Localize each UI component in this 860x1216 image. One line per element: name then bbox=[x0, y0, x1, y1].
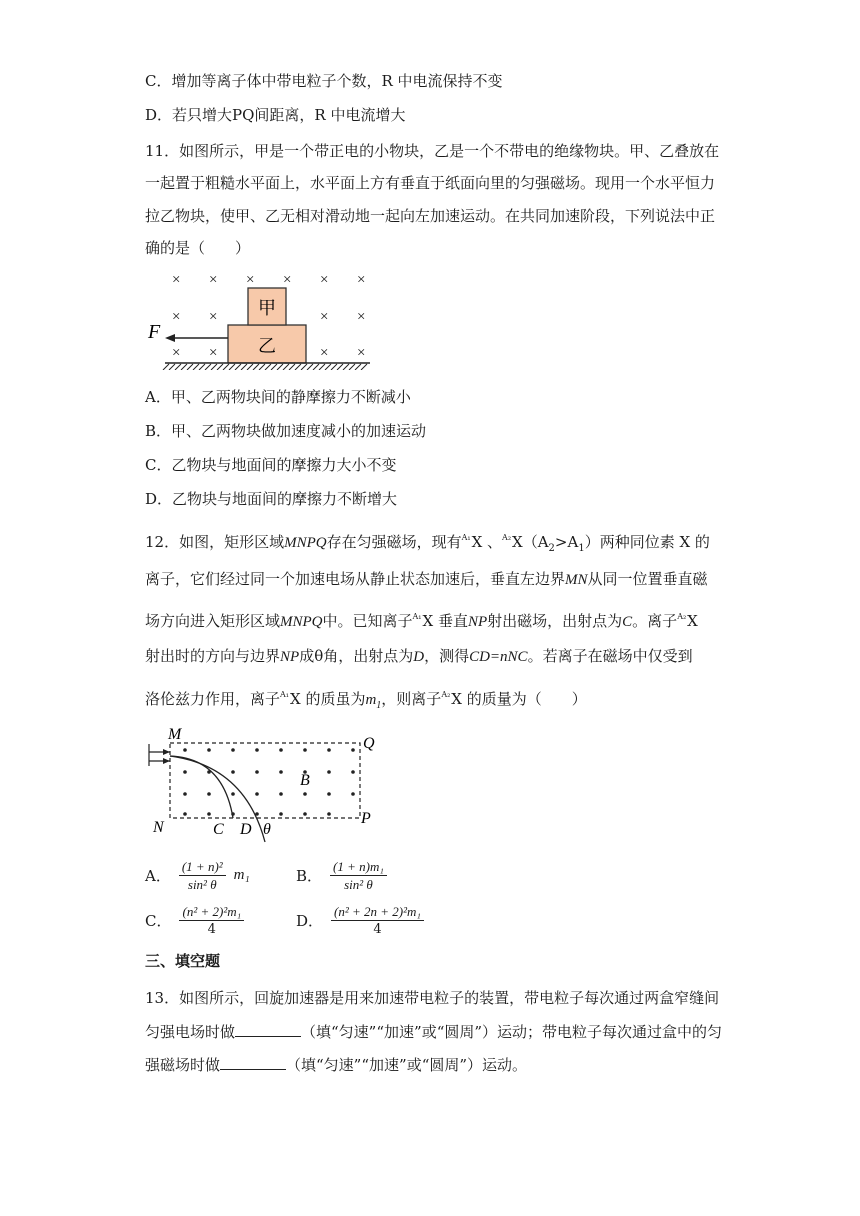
q10-option-d: D．若只增大PQ间距离，R 中电流增大 bbox=[145, 106, 406, 124]
field-dot bbox=[207, 748, 211, 752]
field-dot bbox=[303, 812, 307, 816]
ground-hatch-mark bbox=[319, 364, 325, 370]
field-cross: × bbox=[172, 345, 181, 361]
ground-hatch-mark bbox=[355, 364, 361, 370]
ground-hatch-mark bbox=[265, 364, 271, 370]
ground-hatch-mark bbox=[349, 364, 355, 370]
ground-hatch-mark bbox=[313, 364, 319, 370]
field-dot bbox=[327, 792, 331, 796]
field-dot bbox=[279, 748, 283, 752]
q11-stem-line-3: 拉乙物块，使甲、乙无相对滑动地一起向左加速运动。在共同加速阶段，下列说法中正 bbox=[145, 207, 716, 225]
field-dot bbox=[351, 748, 355, 752]
block-yi-label: 乙 bbox=[258, 336, 276, 356]
ground-hatch-mark bbox=[187, 364, 193, 370]
field-cross: × bbox=[357, 345, 366, 361]
ground-hatch-mark bbox=[331, 364, 337, 370]
field-dot bbox=[207, 812, 211, 816]
label-p: P bbox=[361, 810, 371, 827]
ground-hatch-mark bbox=[307, 364, 313, 370]
field-cross: × bbox=[357, 309, 366, 325]
ground-hatch-mark bbox=[169, 364, 175, 370]
field-dot bbox=[231, 748, 235, 752]
ground-hatch-mark bbox=[217, 364, 223, 370]
label-d: D bbox=[240, 821, 252, 838]
q11-option-c: C．乙物块与地面间的摩擦力大小不变 bbox=[145, 456, 397, 474]
ground-hatch-mark bbox=[247, 364, 253, 370]
answer-blank-1[interactable] bbox=[235, 1022, 301, 1037]
ground-hatch-mark bbox=[277, 364, 283, 370]
q12-option-b: B． $\frac{\text{(1 + n)m₁}}{\text{sin² θ}}$ bbox=[296, 858, 387, 893]
entry-arrowhead-1 bbox=[163, 749, 170, 755]
q12-stem-line-4: 射出时的方向与边界NP成θ角，出射点为D，测得CD=nNC。若离子在磁场中仅受到 bbox=[145, 647, 693, 665]
ground-hatch-mark bbox=[325, 364, 331, 370]
field-dot bbox=[327, 748, 331, 752]
q10-option-c: C．增加等离子体中带电粒子个数，R 中电流保持不变 bbox=[145, 72, 503, 90]
q12-option-c: C． $\frac{\text{(n² + 2)²m₁}}{4}$ bbox=[145, 903, 244, 938]
field-dots-group bbox=[183, 748, 355, 816]
q11-option-b: B．甲、乙两物块做加速度减小的加速运动 bbox=[145, 422, 427, 440]
field-dot bbox=[351, 792, 355, 796]
label-theta: θ bbox=[263, 821, 271, 838]
field-cross: × bbox=[172, 309, 181, 325]
q12-option-d: D． $\frac{\text{(n² + 2n + 2)²m₁}}{4}$ bbox=[296, 903, 424, 938]
field-dot bbox=[255, 792, 259, 796]
ground-hatch-mark bbox=[235, 364, 241, 370]
field-cross: × bbox=[320, 345, 329, 361]
field-dot bbox=[183, 770, 187, 774]
q13-stem-line-3: 强磁场时做 （填“匀速”“加速”或“圆周”）运动。 bbox=[145, 1056, 528, 1074]
ground-hatch-mark bbox=[211, 364, 217, 370]
q12-stem-line-5: 洛伦兹力作用，离子$^{A_1}$X 的质虽为$m_1$，则离子$^{A_2}$X 的质量为（ ） bbox=[145, 690, 587, 711]
field-dot bbox=[327, 770, 331, 774]
force-label: F bbox=[148, 321, 161, 343]
field-dot bbox=[183, 792, 187, 796]
field-cross: × bbox=[357, 272, 366, 288]
label-m: M bbox=[168, 726, 182, 743]
field-cross: × bbox=[209, 345, 218, 361]
ground-hatch-mark bbox=[241, 364, 247, 370]
q12-stem-line-2: 离子，它们经过同一个加速电场从静止状态加速后，垂直左边界MN从同一位置垂直磁 bbox=[145, 570, 708, 588]
field-cross: × bbox=[320, 272, 329, 288]
ground-hatch-mark bbox=[223, 364, 229, 370]
ground-hatch-mark bbox=[343, 364, 349, 370]
label-n: N bbox=[153, 819, 164, 836]
field-dot bbox=[255, 770, 259, 774]
label-q: Q bbox=[363, 735, 375, 752]
ground-hatch-mark bbox=[175, 364, 181, 370]
q13-stem-line-2: 匀强电场时做 （填“匀速”“加速”或“圆周”）运动；带电粒子每次通过盒中的匀 bbox=[145, 1023, 723, 1041]
ground-hatch-mark bbox=[181, 364, 187, 370]
ground-hatch-mark bbox=[253, 364, 259, 370]
q12-figure bbox=[145, 722, 385, 844]
q11-option-a: A．甲、乙两物块间的静摩擦力不断减小 bbox=[145, 388, 411, 406]
field-dot bbox=[279, 770, 283, 774]
block-jia-label: 甲 bbox=[258, 298, 276, 318]
field-dot bbox=[231, 792, 235, 796]
field-cross: × bbox=[172, 272, 181, 288]
ground-hatch-mark bbox=[295, 364, 301, 370]
ground-hatch-mark bbox=[301, 364, 307, 370]
ground-hatch-mark bbox=[193, 364, 199, 370]
ground-hatch-mark bbox=[205, 364, 211, 370]
field-dot bbox=[303, 792, 307, 796]
entry-arrowhead-2 bbox=[163, 758, 170, 764]
field-dot bbox=[279, 812, 283, 816]
field-dot bbox=[303, 748, 307, 752]
q11-stem-line-2: 一起置于粗糙水平面上，水平面上方有垂直于纸面向里的匀强磁场。现用一个水平恒力 bbox=[145, 174, 716, 192]
label-c: C bbox=[213, 821, 224, 838]
ground-hatch-mark bbox=[271, 364, 277, 370]
answer-blank-2[interactable] bbox=[220, 1055, 286, 1070]
ground-hatch-mark bbox=[259, 364, 265, 370]
q11-stem-line-1: 11．如图所示，甲是一个带正电的小物块，乙是一个不带电的绝缘物块。甲、乙叠放在 bbox=[145, 142, 720, 160]
q12-stem-line-1: 12．如图，矩形区域MNPQ存在匀强磁场，现有$^{A_1}$X 、$^{A_2}X(A_2>A_1)$两种同位素 X 的 bbox=[145, 533, 710, 554]
field-region-mnpq bbox=[170, 743, 360, 818]
field-cross: × bbox=[320, 309, 329, 325]
field-dot bbox=[231, 770, 235, 774]
ground-hatch-mark bbox=[163, 364, 169, 370]
field-cross: × bbox=[209, 272, 218, 288]
label-b: B bbox=[300, 772, 310, 789]
field-dot bbox=[183, 812, 187, 816]
ground-hatch-mark bbox=[199, 364, 205, 370]
q13-stem-line-1: 13．如图所示，回旋加速器是用来加速带电粒子的装置，带电粒子每次通过两盒窄缝间 bbox=[145, 989, 720, 1007]
q12-stem-line-3: 场方向进入矩形区域MNPQ中。已知离子$^{A_1}$X 垂直NP射出磁场，出射点为C。离子$^{A_2}$X bbox=[145, 612, 698, 630]
ground-hatch-mark bbox=[361, 364, 367, 370]
field-dot bbox=[279, 792, 283, 796]
q11-figure bbox=[145, 265, 380, 370]
ground-hatch-mark bbox=[283, 364, 289, 370]
q12-option-a: A． $\frac{\text{(1 + n)²}}{\text{sin² θ}}$ m₁ bbox=[145, 859, 250, 892]
ground-hatch-mark bbox=[337, 364, 343, 370]
ground-hatch-mark bbox=[289, 364, 295, 370]
ground-hatch-mark bbox=[229, 364, 235, 370]
field-dot bbox=[351, 770, 355, 774]
field-dot bbox=[327, 812, 331, 816]
trajectory-ion-1 bbox=[170, 756, 233, 818]
field-dot bbox=[255, 748, 259, 752]
field-cross: × bbox=[246, 272, 255, 288]
section-heading-fill-in: 三、填空题 bbox=[145, 952, 221, 970]
force-arrowhead bbox=[165, 334, 175, 342]
ground-hatching bbox=[163, 364, 367, 370]
field-cross: × bbox=[209, 309, 218, 325]
q11-stem-line-4: 确的是（ ） bbox=[145, 239, 251, 257]
field-cross: × bbox=[283, 272, 292, 288]
field-dot bbox=[207, 792, 211, 796]
q11-option-d: D．乙物块与地面间的摩擦力不断增大 bbox=[145, 490, 398, 508]
field-dot bbox=[183, 748, 187, 752]
